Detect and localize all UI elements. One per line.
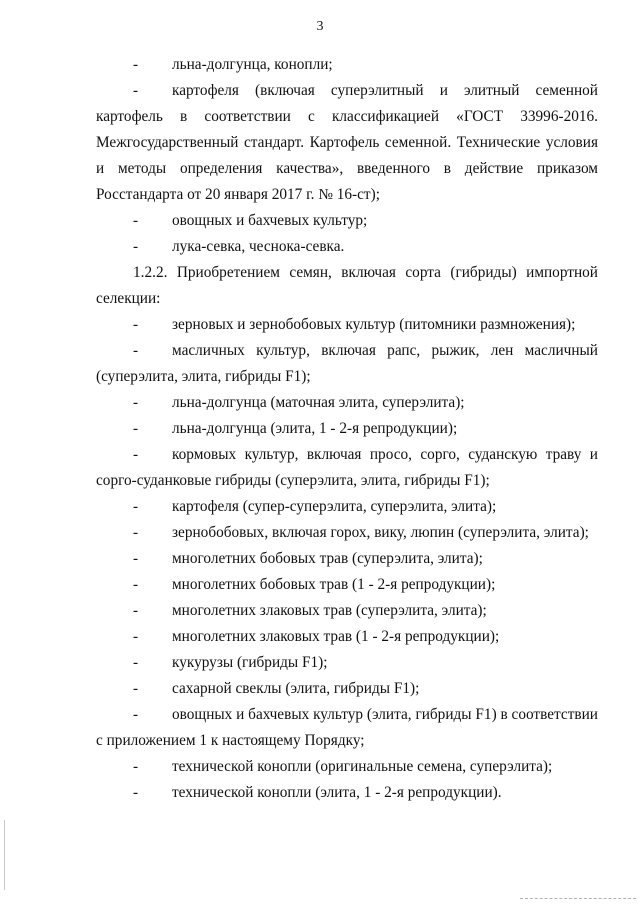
list-dash: - bbox=[133, 316, 139, 333]
list-dash: - bbox=[133, 342, 139, 359]
list-item bbox=[96, 702, 598, 754]
list-item bbox=[96, 208, 598, 234]
list-dash: - bbox=[133, 654, 139, 671]
list-item-text: масличных культур, включая рапс, рыжик, лен масличный (суперэлита, элита, гибриды F1); bbox=[96, 342, 598, 385]
list-item-text: кормовых культур, включая просо, сорго, суданскую траву и сорго-суданковые гибриды (суперэлита, элита, гибриды F1); bbox=[96, 446, 598, 489]
list-item bbox=[96, 52, 598, 78]
list-item bbox=[96, 234, 598, 260]
list-item-text: зернобобовых, включая горох, вику, люпин (суперэлита, элита); bbox=[172, 524, 589, 541]
list-dash: - bbox=[133, 680, 139, 697]
list-item bbox=[96, 676, 598, 702]
scan-bottom-mark bbox=[520, 898, 636, 900]
list-dash: - bbox=[133, 784, 139, 801]
list-dash: - bbox=[133, 394, 139, 411]
list-dash: - bbox=[133, 446, 139, 463]
list-item-text: льна-долгунца, конопли; bbox=[172, 56, 333, 73]
list-item bbox=[96, 624, 598, 650]
list-dash: - bbox=[133, 420, 139, 437]
list-item-text: льна-долгунца (маточная элита, суперэлита); bbox=[172, 394, 465, 411]
list-item-text: технической конопли (элита, 1 - 2-я репродукции). bbox=[172, 784, 502, 801]
list-item bbox=[96, 494, 598, 520]
list-dash: - bbox=[133, 706, 139, 723]
list-item-text: лука-севка, чеснока-севка. bbox=[172, 238, 345, 255]
page-number: 3 bbox=[316, 19, 324, 34]
list-dash: - bbox=[133, 212, 139, 229]
list-item-text: овощных и бахчевых культур; bbox=[172, 212, 368, 229]
document-body bbox=[96, 52, 598, 806]
list-item-text: льна-долгунца (элита, 1 - 2-я репродукции); bbox=[172, 420, 458, 437]
list-item-text: картофеля (включая суперэлитный и элитный семенной картофель в соответствии с классификацией «ГОСТ 33996-2016. Межгосударственный стандарт. Картофель семенной. Технические условия и методы определения качества», введенного в действие приказом Росстандарта от 20 января 2017 г. № 16-ст); bbox=[96, 82, 598, 203]
list-item bbox=[96, 312, 598, 338]
list-item bbox=[96, 338, 598, 390]
list-dash: - bbox=[133, 56, 139, 73]
list-item bbox=[96, 650, 598, 676]
list-item-text: овощных и бахчевых культур (элита, гибриды F1) в соответствии с приложением 1 к настоящему Порядку; bbox=[96, 706, 598, 749]
list-dash: - bbox=[133, 758, 139, 775]
list-dash: - bbox=[133, 498, 139, 515]
list-item bbox=[96, 546, 598, 572]
list-item bbox=[96, 598, 598, 624]
list-dash: - bbox=[133, 238, 139, 255]
list-item-text: картофеля (супер-суперэлита, суперэлита, элита); bbox=[172, 498, 497, 515]
list-dash: - bbox=[133, 576, 139, 593]
list-item bbox=[96, 442, 598, 494]
list-item bbox=[96, 520, 598, 546]
section-paragraph: 1.2.2. Приобретением семян, включая сорта (гибриды) импортной селекции: bbox=[96, 264, 598, 307]
list-dash: - bbox=[133, 82, 139, 99]
list-item bbox=[96, 780, 598, 806]
list-dash: - bbox=[133, 628, 139, 645]
list-dash: - bbox=[133, 602, 139, 619]
list-item-text: кукурузы (гибриды F1); bbox=[172, 654, 328, 671]
scan-edge-mark bbox=[4, 820, 5, 890]
list-item-text: многолетних злаковых трав (суперэлита, элита); bbox=[172, 602, 487, 619]
list-dash: - bbox=[133, 524, 139, 541]
list-item-text: технической конопли (оригинальные семена, суперэлита); bbox=[172, 758, 553, 775]
list-item bbox=[96, 390, 598, 416]
list-dash: - bbox=[133, 550, 139, 567]
list-item bbox=[96, 78, 598, 208]
list-item-text: зерновых и зернобобовых культур (питомники размножения); bbox=[172, 316, 576, 333]
list-item bbox=[96, 416, 598, 442]
list-item-text: многолетних злаковых трав (1 - 2-я репродукции); bbox=[172, 628, 500, 645]
list-item bbox=[96, 572, 598, 598]
list-item-text: многолетних бобовых трав (1 - 2-я репродукции); bbox=[172, 576, 496, 593]
list-item-text: сахарной свеклы (элита, гибриды F1); bbox=[172, 680, 420, 697]
list-item bbox=[96, 754, 598, 780]
list-item-text: многолетних бобовых трав (суперэлита, элита); bbox=[172, 550, 483, 567]
